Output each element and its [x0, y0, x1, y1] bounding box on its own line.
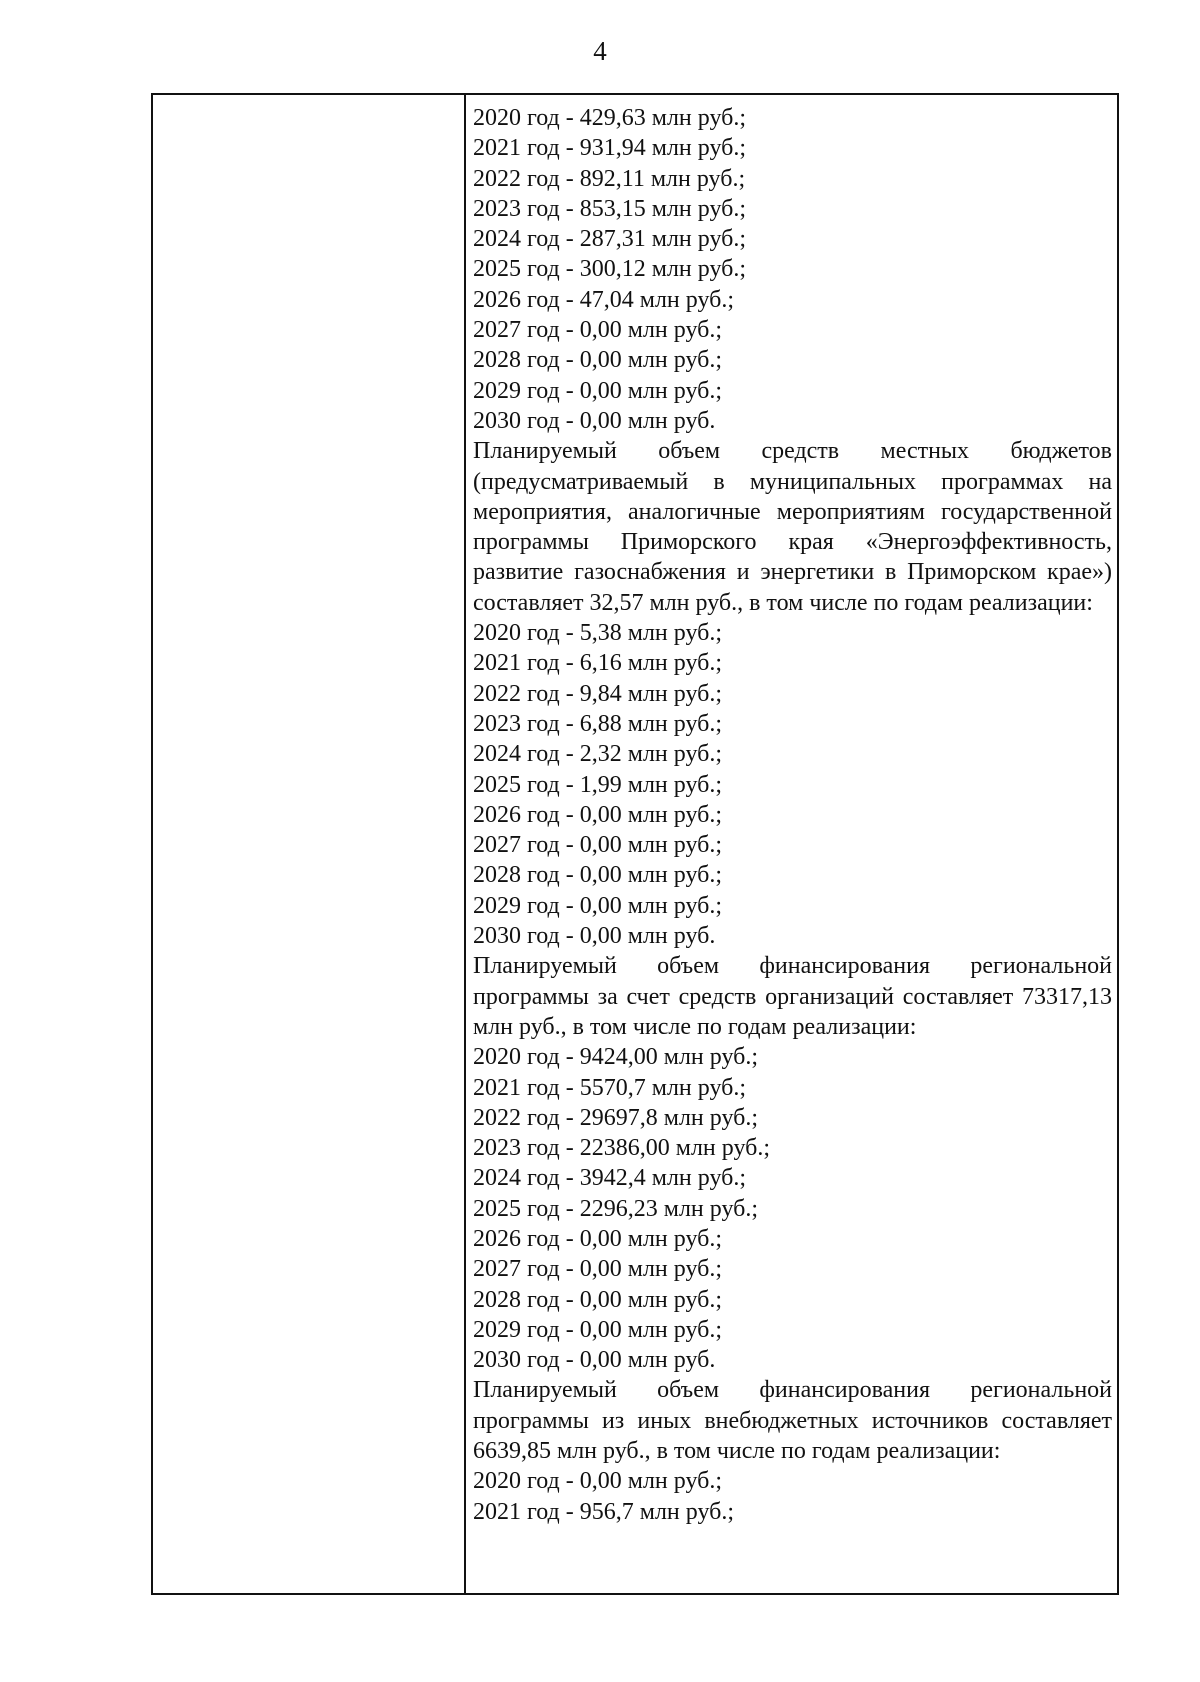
- year-amount-line: 2024 год - 2,32 млн руб.;: [473, 741, 723, 768]
- year-amount-line: 2020 год - 5,38 млн руб.;: [473, 620, 723, 647]
- year-amount-line: 2023 год - 22386,00 млн руб.;: [473, 1135, 771, 1162]
- funding-paragraph: Планируемый объем средств местных бюджетов (предусматриваемый в муниципальных программах на мероприятия, аналогичные мероприятиям государственной программы Приморского края «Энергоэффективность, развитие газоснабжения и энергетики в Приморском крае») составляет 32,57 млн руб., в том числе по годам реализации:: [473, 438, 1112, 616]
- page-number: 4: [593, 36, 607, 66]
- year-amount-line: 2021 год - 956,7 млн руб.;: [473, 1498, 735, 1525]
- year-amount-line: 2025 год - 1,99 млн руб.;: [473, 771, 723, 798]
- year-amount-line: 2025 год - 300,12 млн руб.;: [473, 256, 747, 283]
- year-amount-line: 2024 год - 287,31 млн руб.;: [473, 226, 747, 253]
- table-left-column: [153, 95, 466, 1593]
- passport-table: [151, 93, 1119, 1595]
- year-amount-line: 2029 год - 0,00 млн руб.;: [473, 1316, 723, 1343]
- year-amount-line: 2029 год - 0,00 млн руб.;: [473, 892, 723, 919]
- year-amount-line: 2027 год - 0,00 млн руб.;: [473, 317, 723, 344]
- year-amount-line: 2028 год - 0,00 млн руб.;: [473, 1286, 723, 1313]
- year-amount-line: 2022 год - 9,84 млн руб.;: [473, 680, 723, 707]
- year-amount-line: 2020 год - 429,63 млн руб.;: [473, 105, 747, 131]
- year-amount-line: 2020 год - 9424,00 млн руб.;: [473, 1044, 759, 1071]
- year-amount-line: 2026 год - 47,04 млн руб.;: [473, 286, 735, 313]
- year-amount-line: 2020 год - 0,00 млн руб.;: [473, 1468, 723, 1495]
- year-amount-line: 2024 год - 3942,4 млн руб.;: [473, 1165, 747, 1192]
- year-amount-line: 2028 год - 0,00 млн руб.;: [473, 862, 723, 889]
- year-amount-line: 2028 год - 0,00 млн руб.;: [473, 347, 723, 374]
- year-amount-line: 2021 год - 6,16 млн руб.;: [473, 650, 723, 677]
- year-amount-line: 2025 год - 2296,23 млн руб.;: [473, 1195, 759, 1222]
- year-amount-line: 2021 год - 5570,7 млн руб.;: [473, 1074, 747, 1101]
- year-amount-line: 2027 год - 0,00 млн руб.;: [473, 1256, 723, 1283]
- year-amount-line: 2022 год - 892,11 млн руб.;: [473, 165, 746, 192]
- year-amount-line: 2030 год - 0,00 млн руб.: [473, 1347, 716, 1374]
- year-amount-line: 2027 год - 0,00 млн руб.;: [473, 832, 723, 859]
- funding-paragraph: Планируемый объем финансирования региональной программы из иных внебюджетных источников составляет 6639,85 млн руб., в том числе по годам реализации:: [473, 1377, 1112, 1465]
- year-amount-line: 2022 год - 29697,8 млн руб.;: [473, 1104, 759, 1131]
- funding-paragraph: Планируемый объем финансирования региональной программы за счет средств организаций составляет 73317,13 млн руб., в том числе по годам реализации:: [473, 953, 1112, 1040]
- year-amount-line: 2026 год - 0,00 млн руб.;: [473, 1225, 723, 1252]
- year-amount-line: 2029 год - 0,00 млн руб.;: [473, 377, 723, 404]
- year-amount-line: 2030 год - 0,00 млн руб.: [473, 923, 716, 950]
- year-amount-line: 2023 год - 853,15 млн руб.;: [473, 195, 747, 222]
- year-amount-line: 2021 год - 931,94 млн руб.;: [473, 135, 747, 162]
- year-amount-line: 2023 год - 6,88 млн руб.;: [473, 710, 723, 737]
- year-amount-line: 2030 год - 0,00 млн руб.: [473, 407, 716, 434]
- year-amount-line: 2026 год - 0,00 млн руб.;: [473, 801, 723, 828]
- table-right-column: [466, 95, 1117, 1593]
